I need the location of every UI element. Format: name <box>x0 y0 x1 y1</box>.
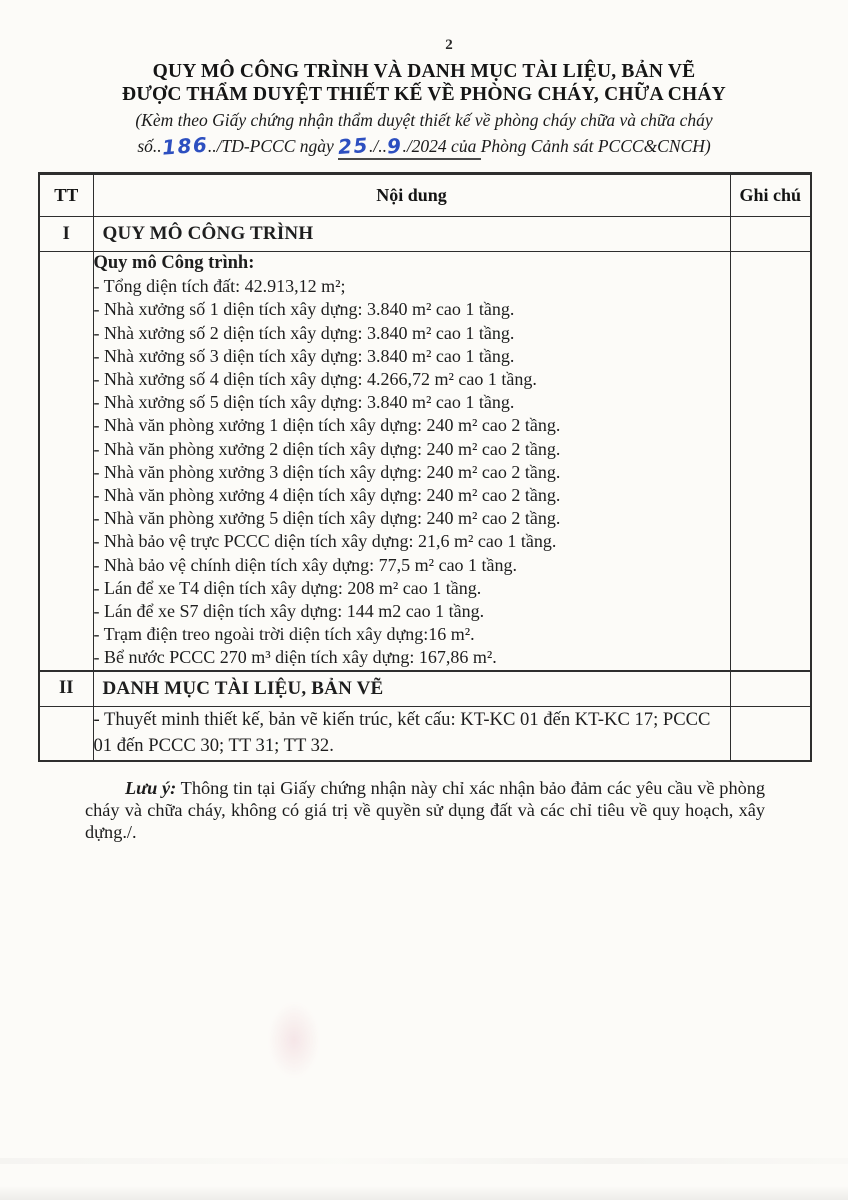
scale-item: - Nhà xưởng số 2 diện tích xây dựng: 3.840 m² cao 1 tầng. <box>93 322 515 343</box>
section-2-content-note-cell <box>730 706 811 761</box>
section-2-content-cell: - Thuyết minh thiết kế, bản vẽ kiến trúc, kết cấu: KT-KC 01 đến KT-KC 17; PCCC 01 đến PCCC 30; TT 31; TT 32. <box>93 706 730 761</box>
document-title-line-2: ĐƯỢC THẨM DUYỆT THIẾT KẾ VỀ PHÒNG CHÁY, CHỮA CHÁY <box>122 84 726 105</box>
footer-note-label: Lưu ý: <box>125 777 177 798</box>
scale-item: - Trạm điện treo ngoài trời diện tích xây dựng:16 m². <box>93 624 475 645</box>
subtitle-seg-td-pccc: ../TD-PCCC ngày <box>207 136 339 156</box>
table-header-row <box>39 174 811 217</box>
scale-item: - Nhà văn phòng xưởng 1 diện tích xây dựng: 240 m² cao 2 tầng. <box>93 415 561 436</box>
scale-item: - Nhà xưởng số 5 diện tích xây dựng: 3.840 m² cao 1 tầng. <box>93 392 515 413</box>
section-2-note-cell <box>730 671 811 707</box>
section-1-content-tt-cell <box>39 252 93 671</box>
scale-item: - Nhà văn phòng xưởng 4 diện tích xây dựng: 240 m² cao 2 tầng. <box>93 485 561 506</box>
section-1-note-cell <box>730 217 811 252</box>
section-1-title: QUY MÔ CÔNG TRÌNH <box>93 217 730 252</box>
section-1-content-cell <box>93 252 730 671</box>
page-number: 2 <box>445 37 453 53</box>
subtitle-seg-so: số.. <box>137 136 162 156</box>
approval-scale-table <box>38 172 812 762</box>
scale-item: - Nhà xưởng số 3 diện tích xây dựng: 3.840 m² cao 1 tầng. <box>93 345 515 366</box>
subtitle-seg-dots: ./.. <box>369 136 388 156</box>
document-title-line-1: QUY MÔ CÔNG TRÌNH VÀ DANH MỤC TÀI LIỆU, BẢN VẼ <box>152 61 696 82</box>
scan-artifact-smudge <box>268 1002 320 1078</box>
scan-artifact-bottom-shade <box>0 1186 848 1200</box>
section-2-index: II <box>39 671 93 707</box>
handwritten-month: 9 <box>386 133 404 159</box>
section-2-content-row <box>39 706 811 761</box>
scale-item: - Lán để xe S7 diện tích xây dựng: 144 m2 cao 1 tầng. <box>93 601 485 622</box>
section-1-heading-row <box>39 217 811 252</box>
scale-item: - Nhà bảo vệ trực PCCC diện tích xây dựng: 21,6 m² cao 1 tầng. <box>93 531 557 552</box>
scale-item: - Lán để xe T4 diện tích xây dựng: 208 m² cao 1 tầng. <box>93 577 482 598</box>
col-header-content: Nội dung <box>93 174 730 217</box>
scale-item: - Bể nước PCCC 270 m³ diện tích xây dựng: 167,86 m². <box>93 647 497 668</box>
scale-subheading: Quy mô Công trình: <box>93 253 255 273</box>
section-1-index: I <box>39 217 93 252</box>
subtitle-seg-year: ./2024 của <box>402 136 481 156</box>
scale-item: - Nhà văn phòng xưởng 2 diện tích xây dựng: 240 m² cao 2 tầng. <box>93 438 561 459</box>
section-2-content-tt-cell <box>39 706 93 761</box>
footer-note <box>85 777 765 844</box>
subtitle-line-2 <box>0 133 848 159</box>
scale-item: - Nhà bảo vệ chính diện tích xây dựng: 77,5 m² cao 1 tầng. <box>93 554 518 575</box>
handwritten-certificate-number: 186 <box>160 132 209 160</box>
scale-item: - Nhà xưởng số 1 diện tích xây dựng: 3.840 m² cao 1 tầng. <box>93 299 515 320</box>
scale-item: - Tổng diện tích đất: 42.913,12 m²; <box>93 276 346 297</box>
document-subtitle <box>0 108 848 159</box>
subtitle-line-1: (Kèm theo Giấy chứng nhận thẩm duyệt thiết kế về phòng cháy chữa và chữa cháy <box>135 110 713 130</box>
scale-item: - Nhà văn phòng xưởng 3 diện tích xây dựng: 240 m² cao 2 tầng. <box>93 461 561 482</box>
section-2-title: DANH MỤC TÀI LIỆU, BẢN VẼ <box>93 671 730 707</box>
section-1-content-row <box>39 252 811 671</box>
handwritten-day: 25 <box>337 132 370 160</box>
handwritten-date-underlined <box>337 132 481 160</box>
subtitle-seg-authority: Phòng Cảnh sát PCCC&CNCH) <box>480 136 711 156</box>
scan-artifact-streak <box>0 1158 848 1164</box>
scale-item: - Nhà xưởng số 4 diện tích xây dựng: 4.266,72 m² cao 1 tầng. <box>93 369 537 390</box>
scale-item: - Nhà văn phòng xưởng 5 diện tích xây dựng: 240 m² cao 2 tầng. <box>93 508 561 529</box>
section-2-heading-row <box>39 671 811 707</box>
footer-note-text: Thông tin tại Giấy chứng nhận này chỉ xác nhận bảo đảm các yêu cầu về phòng cháy và chữa cháy, không có giá trị về quyền sử dụng đất và các chỉ tiêu về quy hoạch, xây dựng./. <box>85 777 766 843</box>
col-header-note: Ghi chú <box>730 174 811 217</box>
section-1-content-note-cell <box>730 252 811 671</box>
document-title <box>0 60 848 106</box>
col-header-tt: TT <box>39 174 93 217</box>
